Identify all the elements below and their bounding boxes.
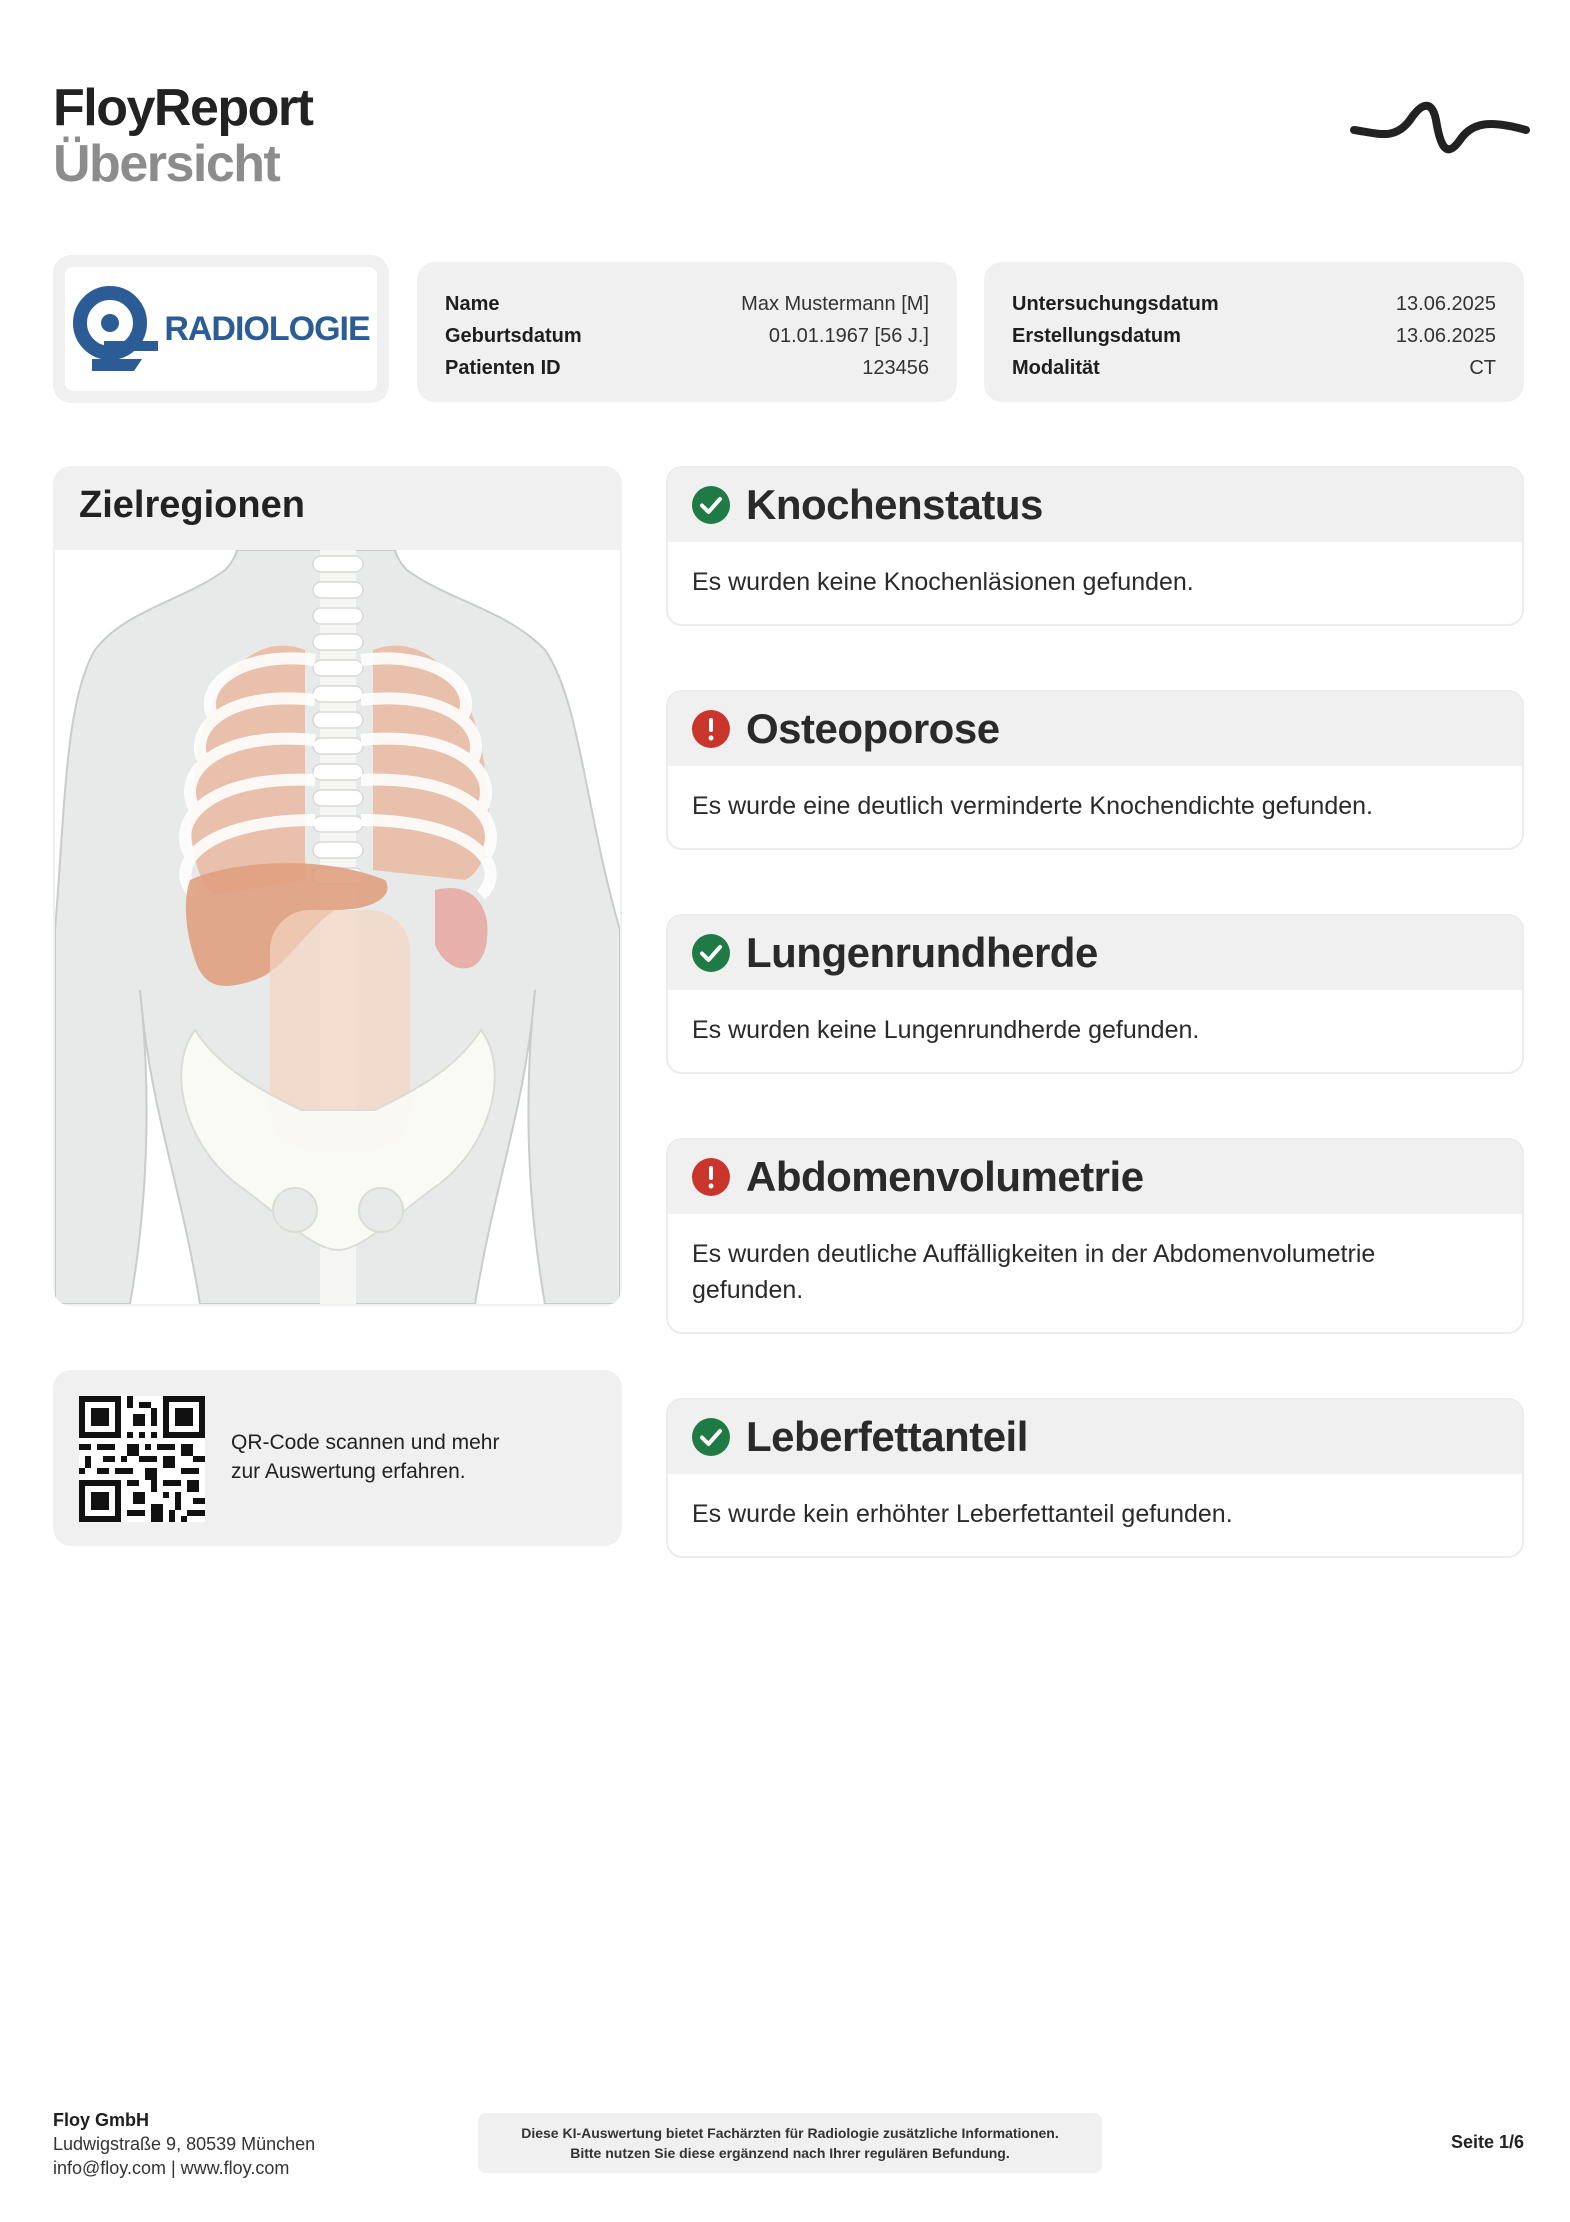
regions-title: Zielregionen — [79, 484, 305, 526]
target-regions-card — [53, 466, 622, 1306]
report-title — [53, 80, 312, 192]
finding-text: Es wurde kein erhöhter Leberfettanteil gefunden. — [692, 1500, 1233, 1528]
qr-code-icon[interactable] — [79, 1396, 205, 1522]
finding-card-abdomenvolumetrie — [666, 1138, 1524, 1334]
footer-contact[interactable]: info@floy.com | www.floy.com — [53, 2158, 290, 2178]
title-line-1: FloyReport — [53, 79, 313, 137]
patient-id-row — [445, 352, 929, 384]
finding-card-knochenstatus — [666, 466, 1524, 626]
clinic-name: RADIOLOGIE — [164, 309, 370, 348]
page-number: Seite 1/6 — [1450, 2132, 1524, 2152]
finding-card-osteoporose — [666, 690, 1524, 850]
info-value: 123456 — [862, 357, 929, 379]
finding-header — [668, 1400, 1522, 1474]
patient-info-card — [417, 262, 957, 402]
disclaimer-line-2: Bitte nutzen Sie diese ergänzend nach Ihrer regulären Befundung. — [570, 2145, 1010, 2161]
exam-info-card — [984, 262, 1524, 402]
info-value: Max Mustermann [M] — [741, 293, 929, 315]
finding-title: Lungenrundherde — [746, 929, 1098, 976]
patient-name-row — [445, 288, 929, 320]
info-value: CT — [1469, 357, 1496, 379]
info-label: Modalität — [1012, 357, 1100, 379]
qr-code-card[interactable] — [53, 1370, 622, 1546]
finding-header — [668, 692, 1522, 766]
info-value: 13.06.2025 — [1395, 325, 1496, 347]
finding-title: Knochenstatus — [746, 481, 1043, 528]
info-label: Untersuchungsdatum — [1012, 293, 1219, 315]
info-label: Geburtsdatum — [445, 325, 582, 347]
check-circle-icon — [692, 934, 730, 972]
qr-caption — [231, 1428, 551, 1486]
footer-disclaimer — [478, 2113, 1102, 2173]
qr-caption-line-1: QR-Code scannen und mehr — [231, 1431, 500, 1454]
check-circle-icon — [692, 486, 730, 524]
ct-scanner-logo-icon — [72, 281, 158, 377]
info-label: Erstellungsdatum — [1012, 325, 1181, 347]
exam-date-row — [1012, 288, 1496, 320]
info-value: 01.01.1967 [56 J.] — [768, 325, 929, 347]
alert-circle-icon — [692, 1158, 730, 1196]
creation-date-row — [1012, 320, 1496, 352]
info-label: Patienten ID — [445, 357, 561, 379]
finding-title: Abdomenvolumetrie — [746, 1153, 1144, 1200]
floy-squiggle-icon — [1350, 90, 1530, 170]
title-line-2: Übersicht — [53, 135, 280, 193]
disclaimer-line-1: Diese KI-Auswertung bietet Fachärzten für Radiologie zusätzliche Informationen. — [521, 2125, 1059, 2141]
info-label: Name — [445, 293, 500, 315]
torso-anatomy-illustration — [55, 550, 620, 1304]
finding-title: Leberfettanteil — [746, 1413, 1028, 1460]
finding-text: Es wurden deutliche Auffälligkeiten in der Abdomenvolumetrie gefunden. — [692, 1240, 1376, 1304]
finding-text: Es wurde eine deutlich verminderte Knochendichte gefunden. — [692, 792, 1373, 820]
check-circle-icon — [692, 1418, 730, 1456]
finding-title: Osteoporose — [746, 705, 1000, 752]
footer-company: Floy GmbH — [53, 2110, 150, 2130]
finding-text: Es wurden keine Knochenläsionen gefunden. — [692, 568, 1194, 596]
footer-company-info — [53, 2108, 315, 2180]
clinic-logo — [65, 267, 377, 391]
finding-card-leberfettanteil — [666, 1398, 1524, 1558]
clinic-logo-card — [53, 255, 389, 403]
alert-circle-icon — [692, 710, 730, 748]
finding-header — [668, 916, 1522, 990]
qr-caption-line-2: zur Auswertung erfahren. — [231, 1460, 466, 1483]
finding-header — [668, 468, 1522, 542]
patient-birthdate-row — [445, 320, 929, 352]
info-value: 13.06.2025 — [1395, 293, 1496, 315]
finding-text: Es wurden keine Lungenrundherde gefunden. — [692, 1016, 1200, 1044]
finding-header — [668, 1140, 1522, 1214]
modality-row — [1012, 352, 1496, 384]
footer-address: Ludwigstraße 9, 80539 München — [53, 2134, 316, 2154]
finding-card-lungenrundherde — [666, 914, 1524, 1074]
